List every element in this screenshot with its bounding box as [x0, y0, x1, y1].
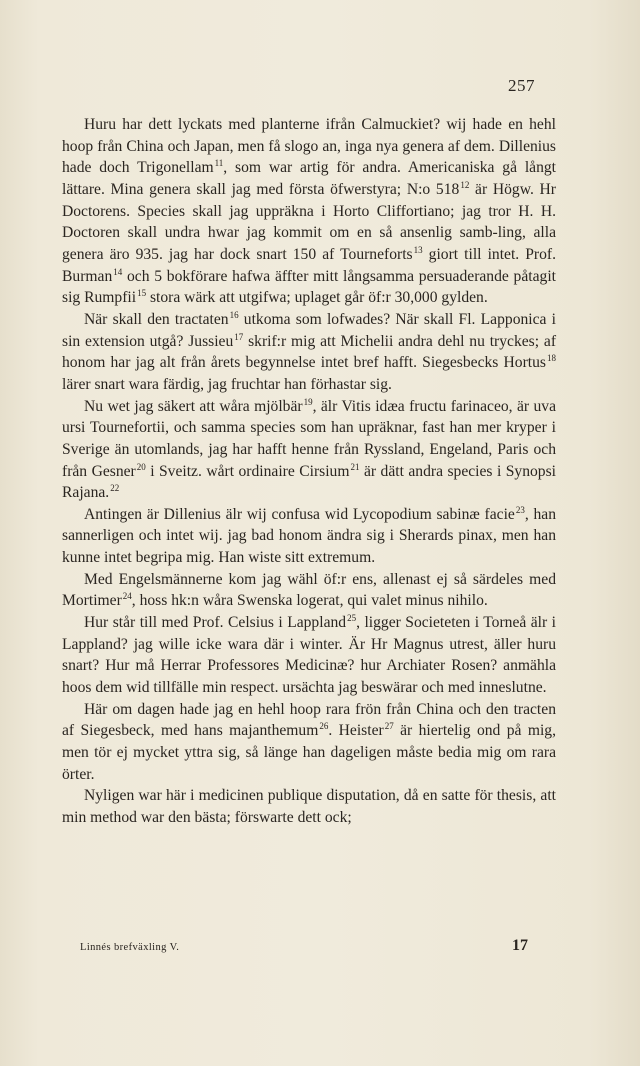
paragraph-4: Antingen är Dillenius älr wij confusa wid Lycopodium sabinæ facie$^{23}$, han sannerligen och intet wij. jag bad honom ändra sig i Sherards pinax, men han kunne intet begripa mig. Han wiste sitt extremum.: [62, 504, 556, 567]
page-number: 257: [508, 76, 535, 95]
footnote-marker: 23: [515, 504, 525, 515]
footnote-marker: 11: [214, 158, 224, 169]
footnote-marker: 13: [413, 244, 423, 255]
footnote-marker: 12: [460, 179, 470, 190]
footnote-marker: 19: [303, 396, 313, 407]
footnote-marker: 21: [350, 461, 360, 472]
paragraph-3: Nu wet jag säkert att wåra mjölbär$^{19}$, älr Vitis idæa fructu farinaceo, är uva ursi Tournefortii, och samma species som han upräknar, fast han mer kryper i Sverige än utomlands, jag har hafft henne från Ryssland, Engeland, Paris och från Gesner$^{20}$ i Sveitz. wårt ordinaire Cirsium$^{21}$ är dätt andra species i Synopsi Rajana.$^{22}$: [62, 396, 557, 502]
footnote-marker: 20: [136, 461, 146, 472]
body-text: [62, 114, 556, 829]
footnote-marker: 24: [122, 591, 132, 602]
signature-mark: 17: [512, 937, 528, 954]
footnote-marker: 16: [229, 309, 239, 320]
paragraph-5: Med Engelsmännerne kom jag wähl öf:r ens, allenast ej så särdeles med Mortimer$^{24}$, hoss hk:n wåra Swenska logerat, qui valet minus nihilo.: [62, 570, 556, 610]
footnote-marker: 15: [137, 288, 147, 299]
paragraph-7: Här om dagen hade jag en hehl hoop rara frön från China och den tracten af Siegesbeck, med hans majanthemum$^{26}$. Heister$^{27}$ är hiertelig ond på mig, men tör ej mycket yttra sig, så länge han dageligen måste bedia mig om rara örter.: [62, 700, 556, 783]
paragraph-6: Hur står till med Prof. Celsius i Lappland$^{25}$, ligger Societeten i Torneå älr i Lappland? jag wille icke wara där i winter. Är Hr Magnus utrest, äller huru snart? Hur må Herrar Professores Medicinæ? hur Archiater Rosen? anmähla hoos dem wid tillfälle min respect. ursächta jag beswärar och med inneslutne.: [62, 613, 556, 697]
footnote-marker: 26: [319, 721, 329, 732]
page-footer: [80, 937, 528, 955]
paragraph-1: Huru har dett lyckats med planterne ifrån Calmuckiet? wij hade en hehl hoop från China och Japan, men få slogo an, inga nya genera af dem. Dillenius hade doch Trigonellam$^{11}$, som war artig för andra. Americaniska gå långt lättare. Mina genera skall jag med första öfwerstyra; N:o 518$^{12}$ är Högw. Hr Doctorens. Species skall jag uppräkna i Horto Cliffortiano; jag tror H. H. Doctoren skall undra hwar jag kommit om en så ansenlig samb-ling, alla genera äro 935. jag har dock snart 150 af Tourneforts$^{13}$ giort till intet. Prof. Burman$^{14}$ och 5 bokförare hafwa äffter mitt långsamma persuaderande påtagit sig Rumpfii$^{15}$ stora wärk att utgifwa; uplaget går öf:r 30,000 gylden.: [62, 116, 556, 307]
footnote-marker: 27: [384, 721, 394, 732]
footnote-marker: 17: [234, 331, 244, 342]
paragraph-8: Nyligen war här i medicinen publique disputation, då en satte för thesis, att min method war den bästa; förswarte dett ock;: [62, 787, 556, 826]
footnote-marker: 14: [113, 266, 123, 277]
footnote-marker: 25: [347, 613, 357, 624]
footnote-marker: 22: [110, 483, 120, 494]
footnote-marker: 18: [547, 353, 556, 364]
running-footer-title: Linnés brefväxling V.: [80, 942, 180, 953]
paragraph-2: När skall den tractaten$^{16}$ utkoma som lofwades? När skall Fl. Lapponica i sin extension utgå? Jussieu$^{17}$ skrif:r mig att Michelii andra dehl nu tryckes; af honom har jag alt från årets begynnelse intet bref hafft. Siegesbecks Hortus$^{18}$ lärer snart wara färdig, jag fruchtar han förhastar sig.: [62, 309, 557, 393]
